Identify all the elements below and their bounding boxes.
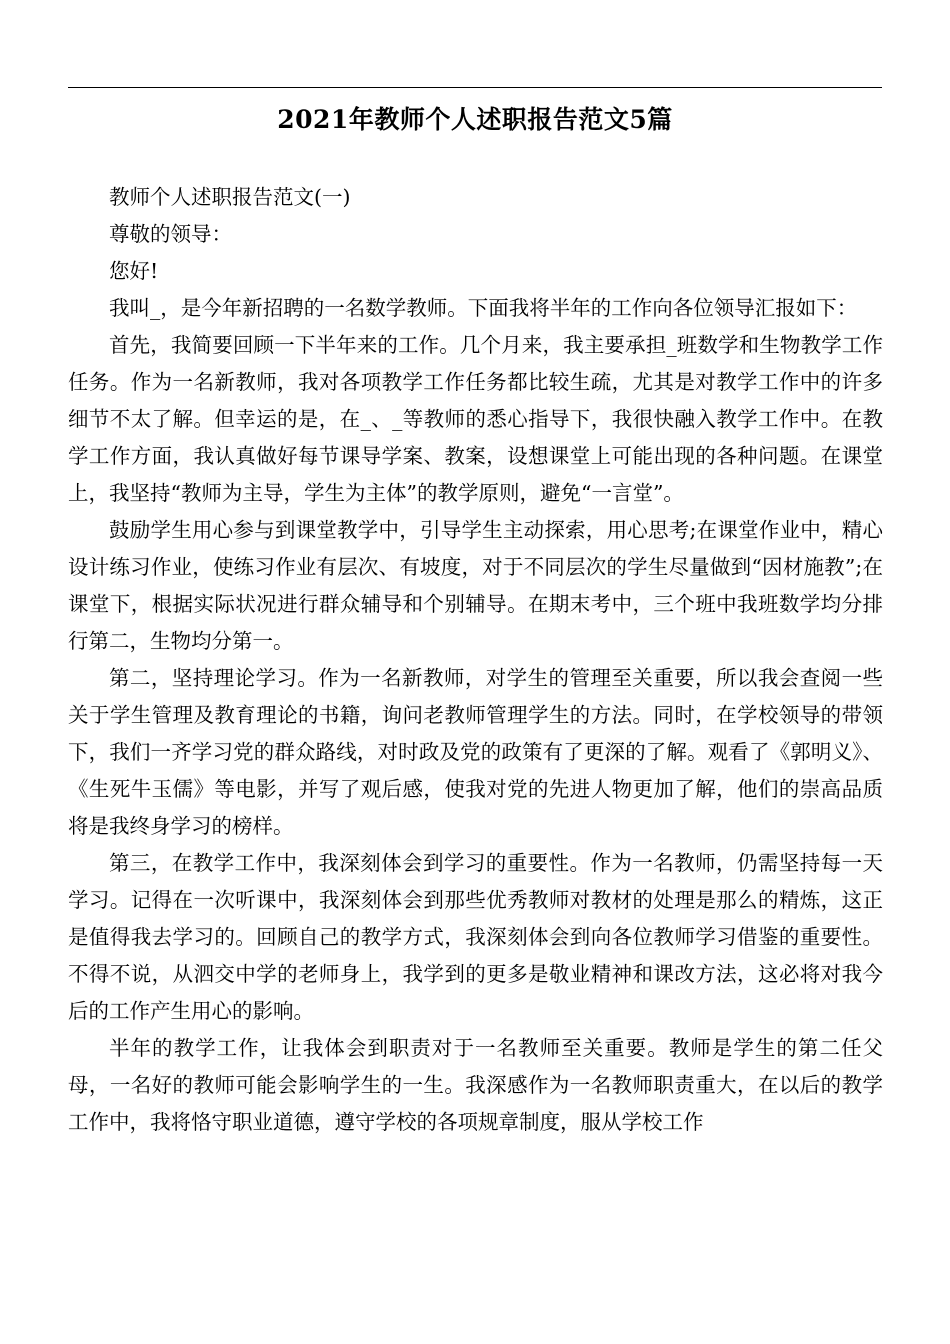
greeting: 您好! [109,259,159,283]
salutation: 尊敬的领导： [109,222,232,246]
document-body [68,179,883,1141]
section-heading: 教师个人述职报告范文(一) [109,185,351,209]
paragraph-encourage: 鼓励学生用心参与到课堂教学中，引导学生主动探索，用心思考;在课堂作业中，精心设计练习作业，使练习作业有层次、有坡度，对于不同层次的学生尽量做到“因材施教”;在课堂下，根据实际状况进行群众辅导和个别辅导。在期末考中，三个班中我班数学均分排行第二，生物均分第一。 [68,518,883,653]
document-title: 2021年教师个人述职报告范文5篇 [277,105,673,134]
paragraph-second: 第二，坚持理论学习。作为一名新教师，对学生的管理至关重要，所以我会查阅一些关于学生管理及教育理论的书籍，询问老教师管理学生的方法。同时，在学校领导的带领下，我们一齐学习党的群众路线，对时政及党的政策有了更深的了解。观看了《郭明义》、《生死牛玉儒》等电影，并写了观后感，使我对党的先进人物更加了解，他们的崇高品质将是我终身学习的榜样。 [68,666,883,838]
paragraph-summary: 半年的教学工作，让我体会到职责对于一名教师至关重要。教师是学生的第二任父母，一名好的教师可能会影响学生的一生。我深感作为一名教师职责重大，在以后的教学工作中，我将恪守职业道德，遵守学校的各项规章制度，服从学校工作 [68,1036,883,1134]
paragraph-intro: 我叫_，是今年新招聘的一名数学教师。下面我将半年的工作向各位领导汇报如下： [109,296,858,320]
header-rule [68,87,882,88]
paragraph-third: 第三，在教学工作中，我深刻体会到学习的重要性。作为一名教师，仍需坚持每一天学习。记得在一次听课中，我深刻体会到那些优秀教师对教材的处理是那么的精炼，这正是值得我去学习的。回顾自己的教学方式，我深刻体会到向各位教师学习借鉴的重要性。不得不说，从泗交中学的老师身上，我学到的更多是敬业精神和课改方法，这必将对我今后的工作产生用心的影响。 [68,851,883,1023]
paragraph-first: 首先，我简要回顾一下半年来的工作。几个月来，我主要承担_班数学和生物教学工作任务。作为一名新教师，我对各项教学工作任务都比较生疏，尤其是对教学工作中的许多细节不太了解。但幸运的是，在_、_等教师的悉心指导下，我很快融入教学工作中。在教学工作方面，我认真做好每节课导学案、教案，设想课堂上可能出现的各种问题。在课堂上，我坚持“教师为主导，学生为主体”的教学原则，避免“一言堂”。 [68,333,883,505]
